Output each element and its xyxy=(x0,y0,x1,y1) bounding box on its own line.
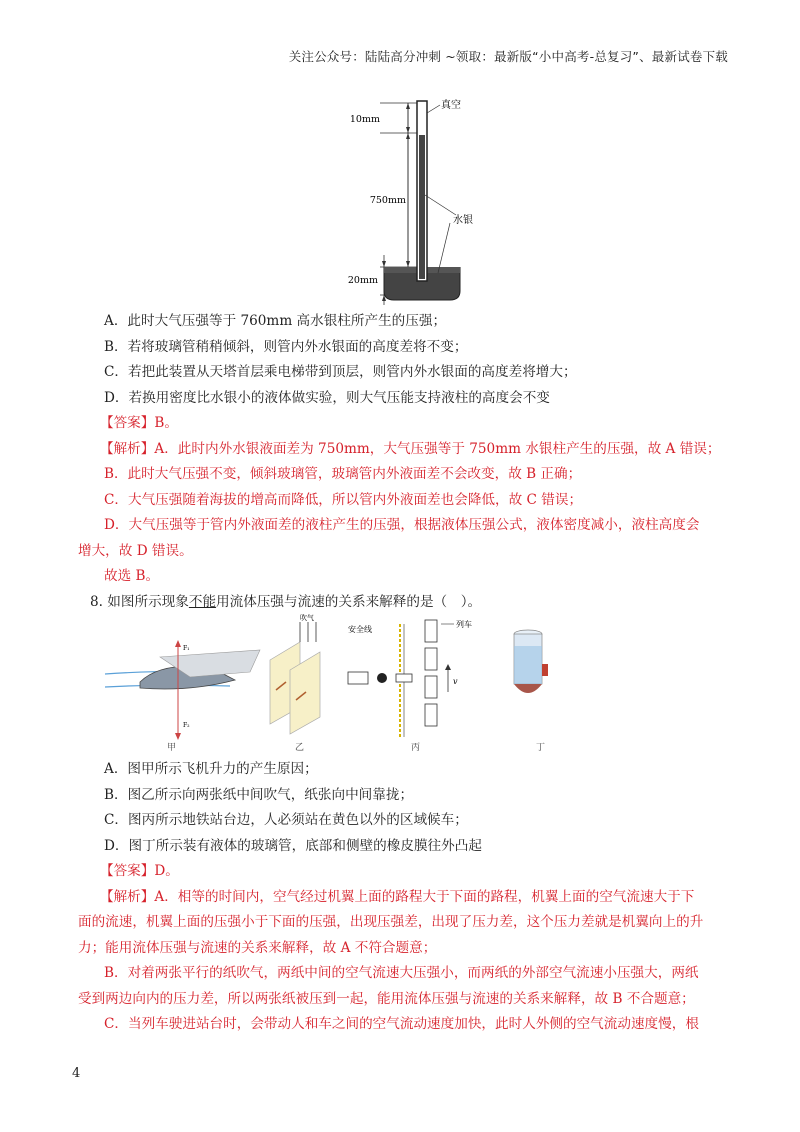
label-train: 列车 xyxy=(456,620,472,629)
q8-answer: 【答案】D。 xyxy=(100,863,179,879)
figure-yi-papers xyxy=(270,613,320,734)
dim-10mm: 10mm xyxy=(349,114,380,125)
figure-jia-wing xyxy=(105,640,260,740)
caption-bing: 丙 xyxy=(411,743,421,753)
label-mercury: 水银 xyxy=(453,215,473,226)
caption-jia: 甲 xyxy=(167,743,177,753)
q8-explanation-1: 【解析】A．相等的时间内，空气经过机翼上面的路程大于下面的路程，机翼上面的空气流速大于下 xyxy=(100,889,695,905)
q7-explanation-6: 故选 B。 xyxy=(104,568,160,584)
label-f2: F₂ xyxy=(183,722,190,729)
q8-option-d: D．图丁所示装有液体的玻璃管，底部和侧壁的橡皮膜往外凸起 xyxy=(104,838,482,854)
label-f1: F₁ xyxy=(183,645,190,652)
q8-explanation-6: C．当列车驶进站台时，会带动人和车之间的空气流动速度加快，此时人外侧的空气流动速度慢，根 xyxy=(104,1016,699,1032)
q7-option-b: B．若将玻璃管稍稍倾斜，则管内外水银面的高度差将不变； xyxy=(104,339,468,355)
label-blow: 吹气 xyxy=(300,614,314,622)
q8-option-b: B．图乙所示向两张纸中间吹气，纸张向中间靠拢； xyxy=(104,787,414,803)
q7-explanation-2: B．此时大气压强不变，倾斜玻璃管，玻璃管内外液面差不会改变，故 B 正确； xyxy=(104,466,582,482)
q8-explanation-4: B．对着两张平行的纸吹气，两纸中间的空气流速大压强小，而两纸的外部空气流速小压强大，两纸 xyxy=(104,965,699,981)
page-header: 关注公众号：陆陆高分冲刺 ~领取：最新版“小中高考-总复习”、最新试卷下载 xyxy=(288,49,728,64)
label-safety-line: 安全线 xyxy=(348,625,372,634)
q7-explanation-3: C．大气压强随着海拔的增高而降低，所以管内外液面差也会降低，故 C 错误； xyxy=(104,492,583,508)
q8-option-a: A．图甲所示飞机升力的产生原因； xyxy=(104,761,318,777)
q7-option-c: C．若把此装置从天塔首层乘电梯带到顶层，则管内外水银面的高度差将增大； xyxy=(104,364,577,380)
caption-yi: 乙 xyxy=(295,743,305,753)
torricelli-figure xyxy=(340,95,500,305)
flow-pressure-figures xyxy=(100,612,600,752)
q8-explanation-2: 面的流速，机翼上面的压强小于下面的压强，出现压强差，出现了压力差，这个压力差就是机翼向上的升 xyxy=(78,914,704,930)
label-velocity: v xyxy=(453,677,458,686)
figure-bing-platform xyxy=(348,619,472,737)
q8-stem xyxy=(90,596,481,610)
q8-stem-emphasis: 不能 xyxy=(188,594,217,610)
q7-explanation-5: 增大，故 D 错误。 xyxy=(78,543,193,559)
q7-option-a: A．此时大气压强等于 760mm 高水银柱所产生的压强； xyxy=(104,313,447,329)
q7-option-d: D．若换用密度比水银小的液体做实验，则大气压能支持液柱的高度会不变 xyxy=(104,390,550,406)
figure-ding-tube xyxy=(514,630,548,693)
label-vacuum: 真空 xyxy=(441,100,461,111)
dim-20mm: 20mm xyxy=(347,275,378,286)
q7-explanation-1: 【解析】A．此时内外水银液面差为 750mm，大气压强等于 750mm 水银柱产生的压强，故 A 错误； xyxy=(100,441,721,457)
caption-ding: 丁 xyxy=(536,743,546,753)
q7-answer: 【答案】B。 xyxy=(100,415,178,431)
q8-stem-pre: 8. 如图所示现象 xyxy=(90,594,189,610)
q7-explanation-4: D．大气压强等于管内外液面差的液柱产生的压强，根据液体压强公式，液体密度减小，液柱高度会 xyxy=(104,517,700,533)
q8-explanation-3: 力；能用流体压强与流速的关系来解释，故 A 不符合题意； xyxy=(78,940,437,956)
q8-option-c: C．图丙所示地铁站台边，人必须站在黄色以外的区域候车； xyxy=(104,812,468,828)
page-number: 4 xyxy=(72,1066,81,1081)
q8-stem-post: 用流体压强与流速的关系来解释的是（ ）。 xyxy=(216,594,482,610)
dim-750mm: 750mm xyxy=(369,195,406,206)
q8-explanation-5: 受到两边向内的压力差，所以两张纸被压到一起，能用流体压强与流速的关系来解释，故 B 不合题意； xyxy=(78,991,695,1007)
